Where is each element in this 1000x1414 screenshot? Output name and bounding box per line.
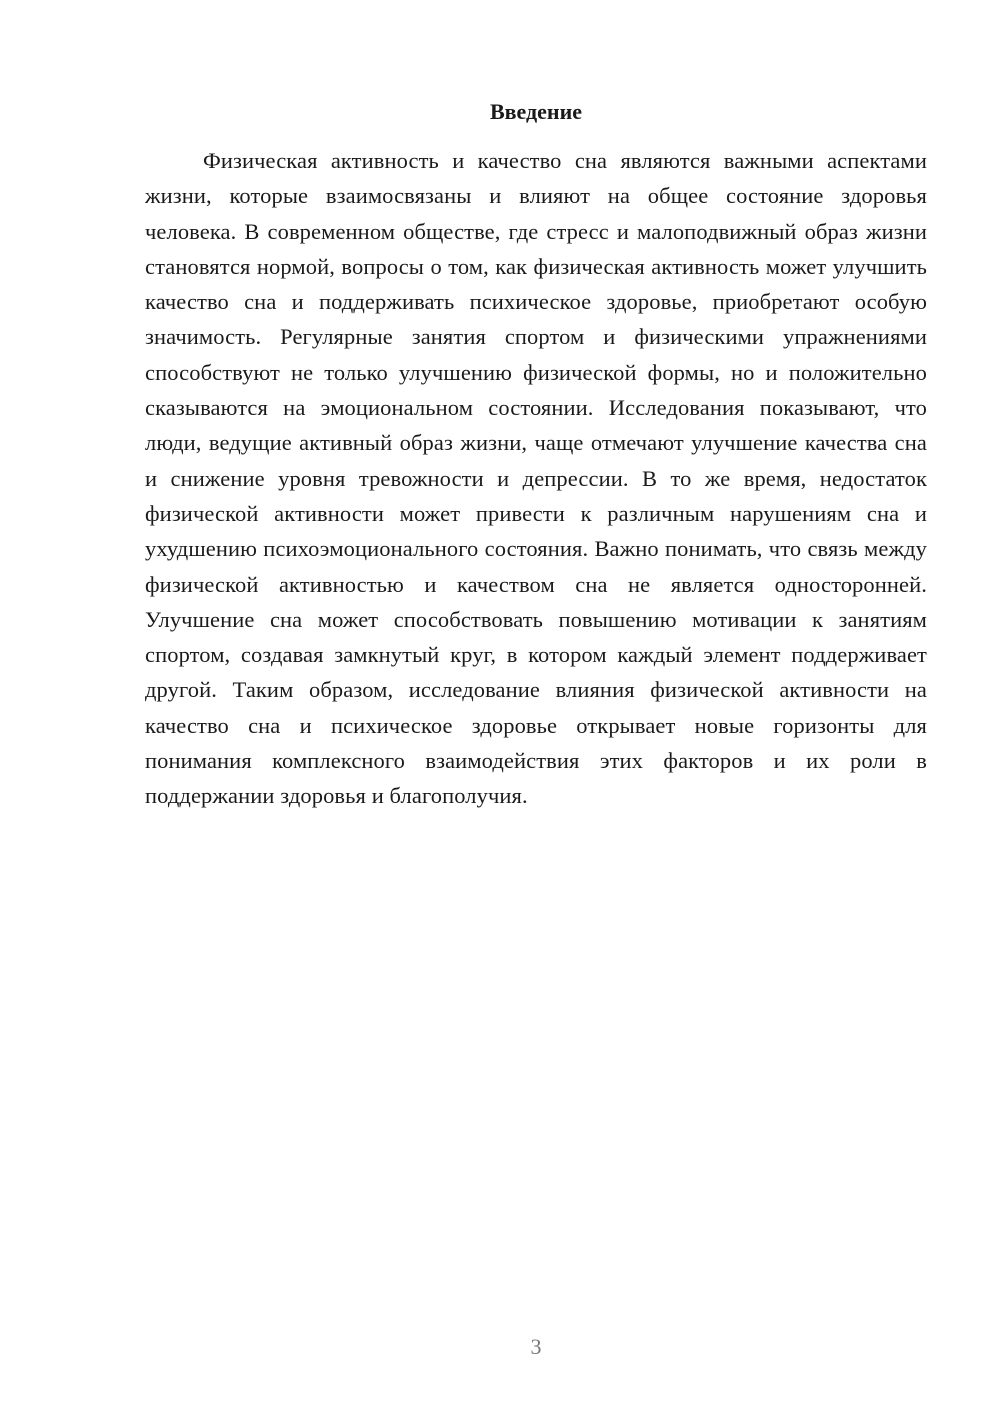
body-paragraph: Физическая активность и качество сна являются важными аспектами жизни, которые взаимосвязаны и влияют на общее состояние здоровья человека. В современном обществе, где стресс и малоподвижный образ жизни становятся нормой, вопросы о том, как физическая активность может улучшить качество сна и поддерживать психическое здоровье, приобретают особую значимость. Регулярные занятия спортом и физическими упражнениями способствуют не только улучшению физической формы, но и положительно сказываются на эмоциональном состоянии. Исследования показывают, что люди, ведущие активный образ жизни, чаще отмечают улучшение качества сна и снижение уровня тревожности и депрессии. В то же время, недостаток физической активности может привести к различным нарушениям сна и ухудшению психоэмоционального состояния. Важно понимать, что связь между физической активностью и качеством сна не является односторонней. Улучшение сна может способствовать повышению мотивации к занятиям спортом, создавая замкнутый круг, в котором каждый элемент поддерживает другой. Таким образом, исследование влияния физической активности на качество сна и психическое здоровье открывает новые горизонты для понимания комплексного взаимодействия этих факторов и их роли в поддержании здоровья и благополучия. [145,148,927,809]
section-heading: Введение [489,99,583,124]
page-number: 3 [530,1334,542,1359]
